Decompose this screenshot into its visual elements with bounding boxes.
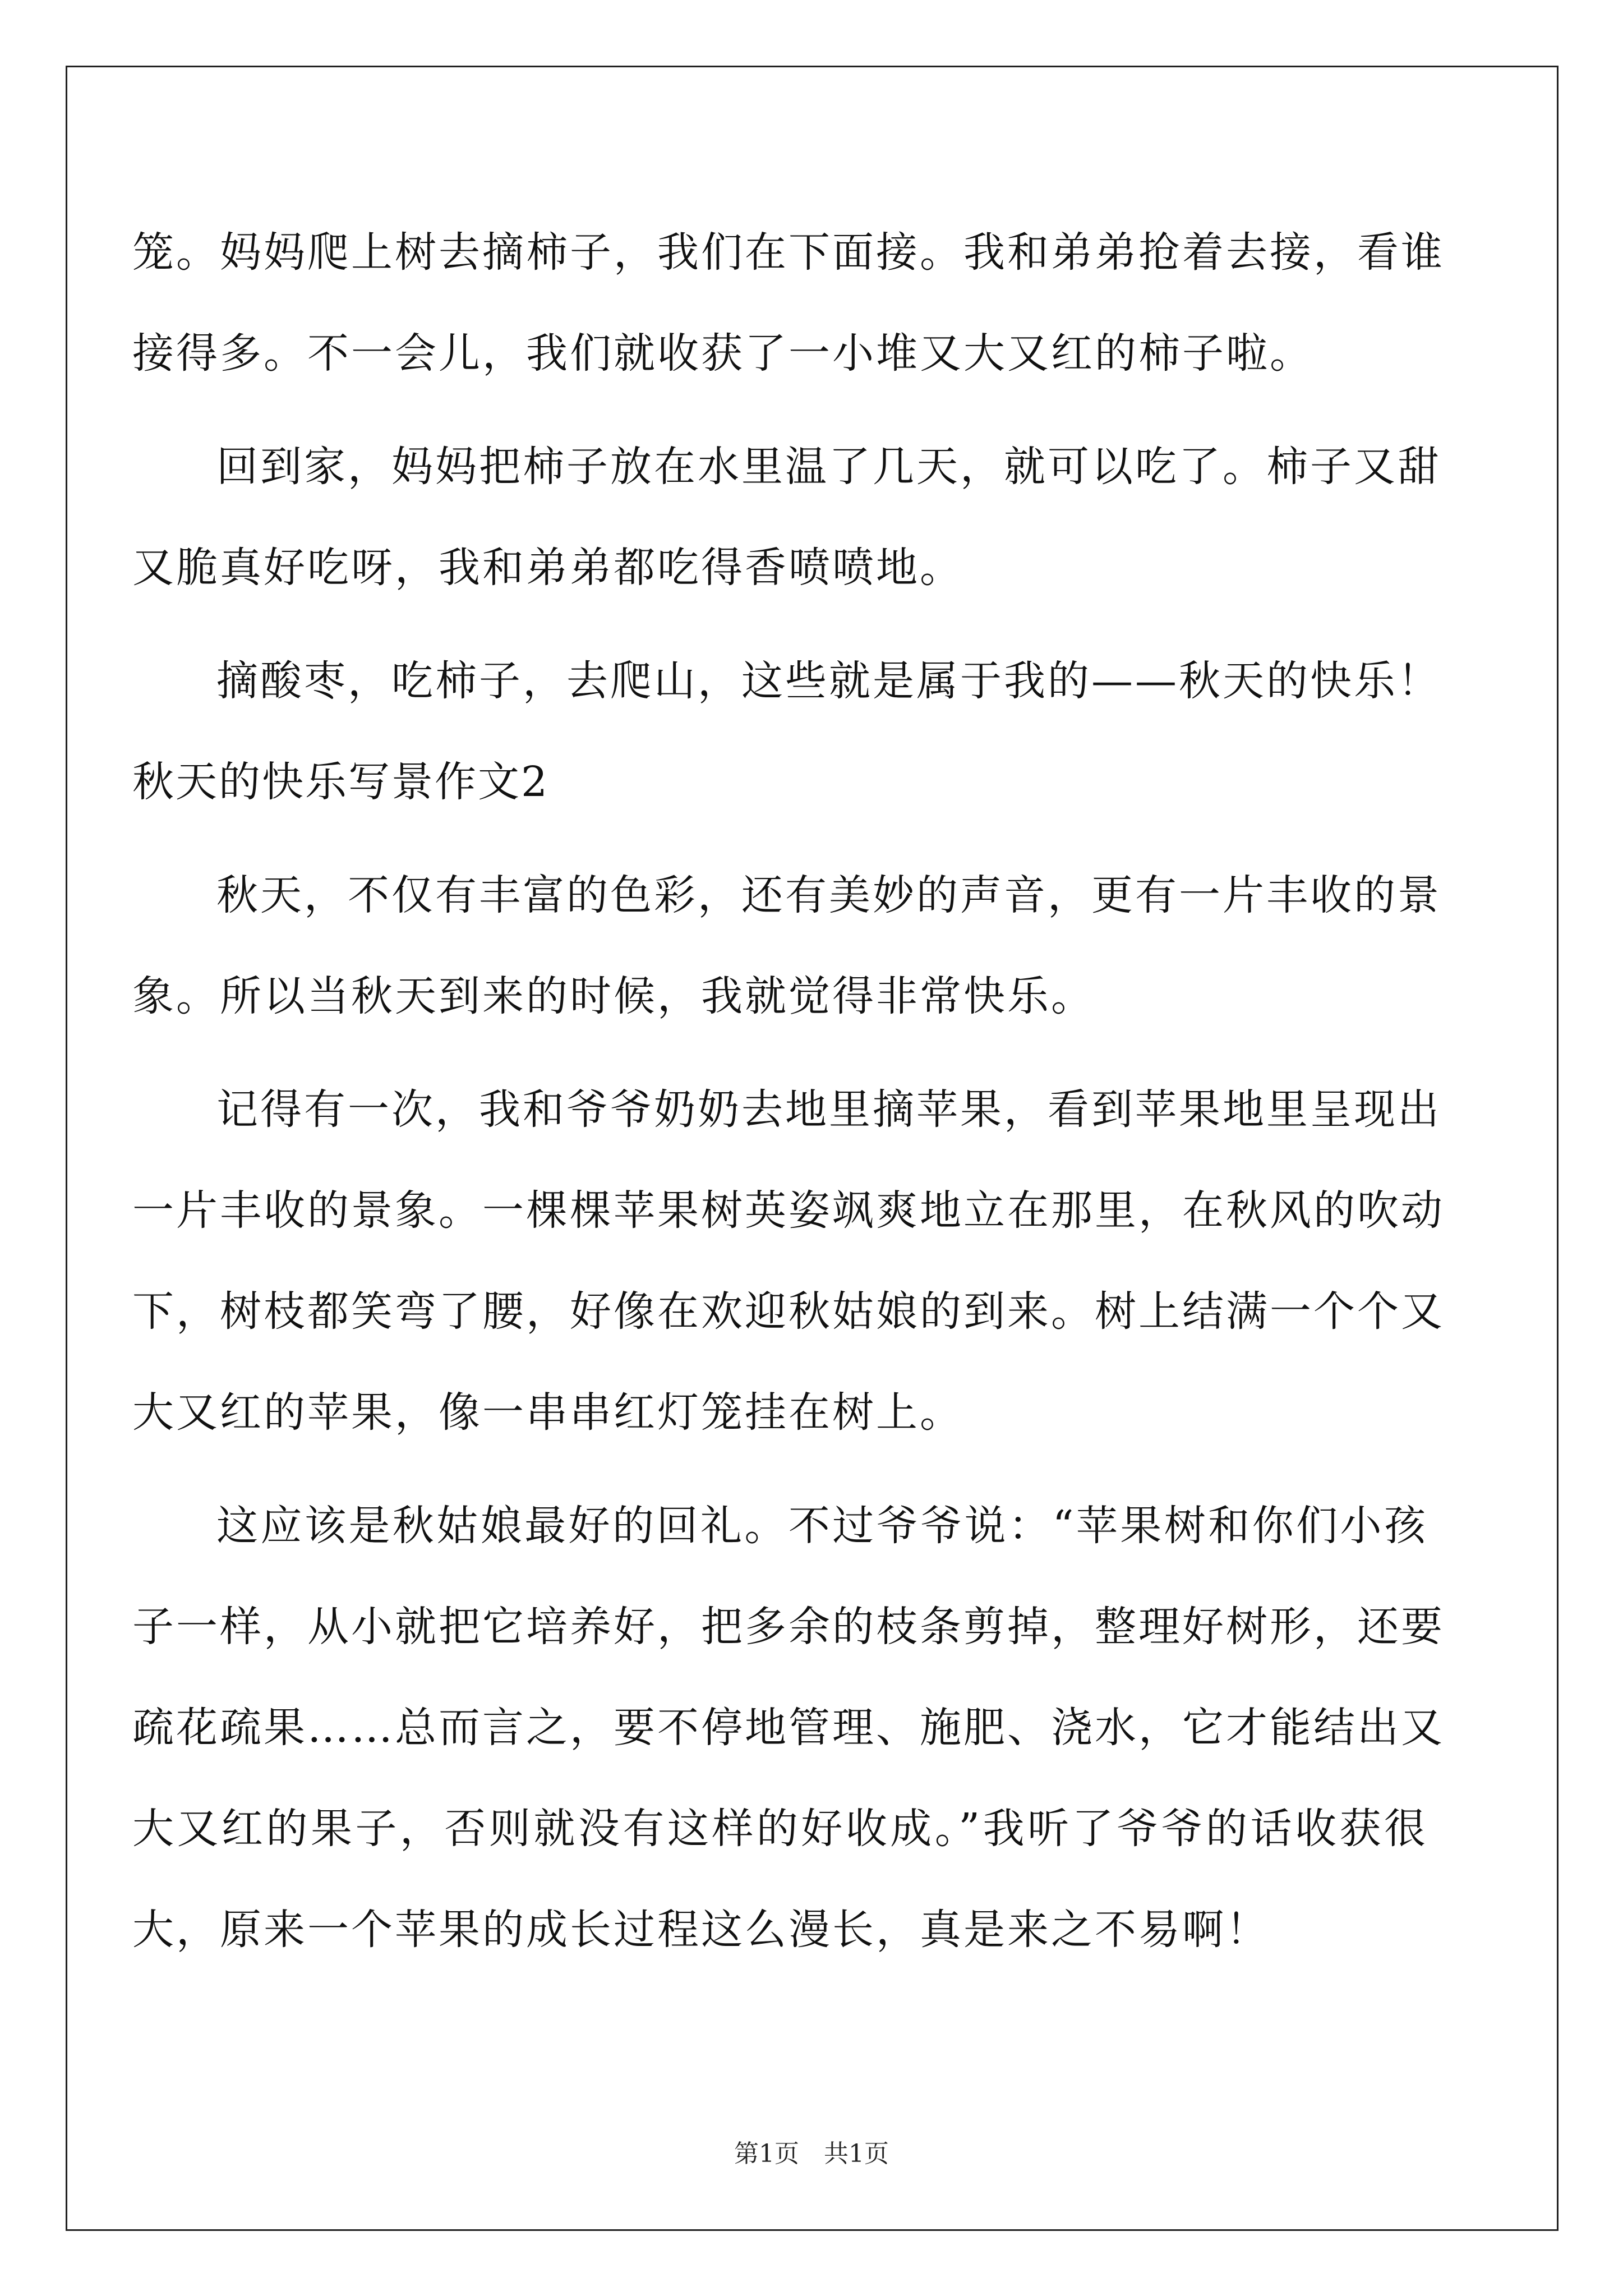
text-line: 子一样，从小就把它培养好，把多余的枝条剪掉，整理好树形，还要 bbox=[132, 1603, 1445, 1651]
text-line: 象。所以当秋天到来的时候，我就觉得非常快乐。 bbox=[132, 972, 1095, 1020]
text-line: 笼。妈妈爬上树去摘柿子，我们在下面接。我和弟弟抢着去接，看谁 bbox=[132, 228, 1445, 277]
text-line: 一片丰收的景象。一棵棵苹果树英姿飒爽地立在那里，在秋风的吹动 bbox=[132, 1186, 1445, 1235]
text-line: 下，树枝都笑弯了腰，好像在欢迎秋姑娘的到来。树上结满一个个又 bbox=[132, 1287, 1445, 1336]
text-line: 摘酸枣，吃柿子，去爬山，这些就是属于我的——秋天的快乐！ bbox=[216, 657, 1441, 705]
text-line: 记得有一次，我和爷爷奶奶去地里摘苹果，看到苹果地里呈现出 bbox=[216, 1085, 1441, 1134]
text-line: 又脆真好吃呀，我和弟弟都吃得香喷喷地。 bbox=[132, 544, 963, 592]
text-line: 这应该是秋姑娘最好的回礼。不过爷爷说：“苹果树和你们小孩 bbox=[216, 1502, 1428, 1550]
page-number-footer: 第1页 共1页 bbox=[734, 2139, 889, 2168]
text-line: 大又红的苹果，像一串串红灯笼挂在树上。 bbox=[132, 1388, 963, 1437]
text-line: 回到家，妈妈把柿子放在水里温了几天，就可以吃了。柿子又甜 bbox=[216, 443, 1441, 491]
text-line: 大又红的果子，否则就没有这样的好收成。”我听了爷爷的话收获很 bbox=[132, 1805, 1428, 1853]
text-line: 大，原来一个苹果的成长过程这么漫长，真是来之不易啊！ bbox=[132, 1906, 1270, 1954]
text-line: 秋天，不仅有丰富的色彩，还有美妙的声音，更有一片丰收的景 bbox=[216, 871, 1441, 919]
section-heading: 秋天的快乐写景作文2 bbox=[132, 758, 550, 806]
text-line: 疏花疏果……总而言之，要不停地管理、施肥、浇水，它才能结出又 bbox=[132, 1704, 1445, 1752]
text-line: 接得多。不一会儿，我们就收获了一小堆又大又红的柿子啦。 bbox=[132, 329, 1313, 378]
